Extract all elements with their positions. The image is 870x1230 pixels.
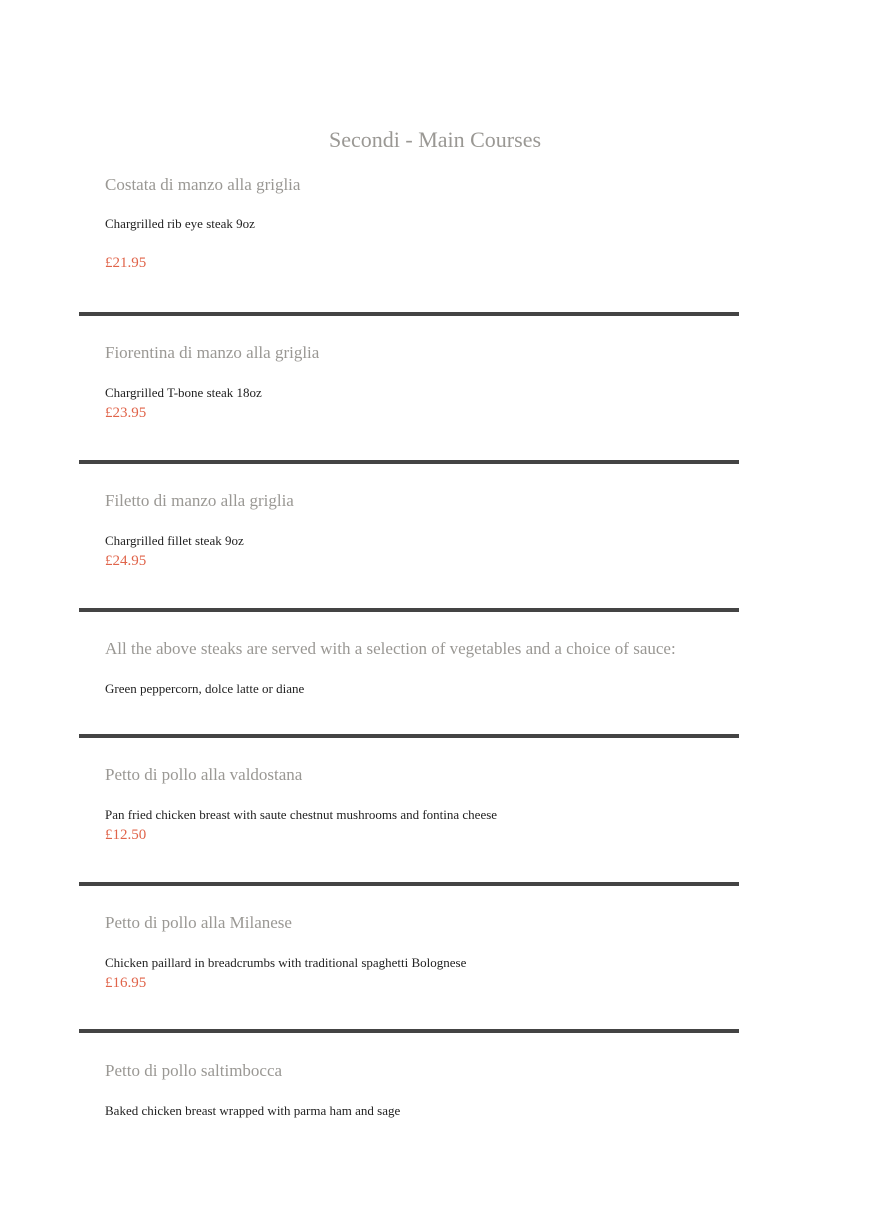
item-name: Petto di pollo alla valdostana xyxy=(105,765,303,784)
section-divider xyxy=(79,882,739,886)
item-name: Fiorentina di manzo alla griglia xyxy=(105,343,320,362)
item-description: Chargrilled fillet steak 9oz xyxy=(105,533,244,548)
steak-sauce-note xyxy=(105,638,765,698)
item-description: Chicken paillard in breadcrumbs with traditional spaghetti Bolognese xyxy=(105,955,467,970)
section-divider xyxy=(79,608,739,612)
menu-item-costata xyxy=(105,174,745,273)
note-heading: All the above steaks are served with a selection of vegetables and a choice of sauce: xyxy=(105,639,676,658)
item-description: Pan fried chicken breast with saute chestnut mushrooms and fontina cheese xyxy=(105,807,498,822)
item-price: £21.95 xyxy=(105,255,147,271)
item-description: Chargrilled rib eye steak 9oz xyxy=(105,216,255,231)
note-text: Green peppercorn, dolce latte or diane xyxy=(105,681,305,696)
item-name: Petto di pollo alla Milanese xyxy=(105,913,292,932)
menu-item-milanese xyxy=(105,912,745,993)
section-divider xyxy=(79,460,739,464)
section-divider xyxy=(79,734,739,738)
section-divider xyxy=(79,312,739,316)
menu-item-valdostana xyxy=(105,764,745,845)
item-name: Petto di pollo saltimbocca xyxy=(105,1061,283,1080)
item-name: Filetto di manzo alla griglia xyxy=(105,491,294,510)
item-name: Costata di manzo alla griglia xyxy=(105,175,301,194)
menu-item-filetto xyxy=(105,490,745,571)
item-price: £16.95 xyxy=(105,975,147,991)
item-description: Baked chicken breast wrapped with parma ham and sage xyxy=(105,1103,401,1118)
item-price: £23.95 xyxy=(105,405,147,421)
item-price: £12.50 xyxy=(105,827,147,843)
menu-item-saltimbocca xyxy=(105,1060,745,1120)
page-title: Secondi - Main Courses xyxy=(328,127,542,152)
section-divider xyxy=(79,1029,739,1033)
menu-item-fiorentina xyxy=(105,342,745,423)
item-description: Chargrilled T-bone steak 18oz xyxy=(105,385,262,400)
item-price: £24.95 xyxy=(105,553,147,569)
